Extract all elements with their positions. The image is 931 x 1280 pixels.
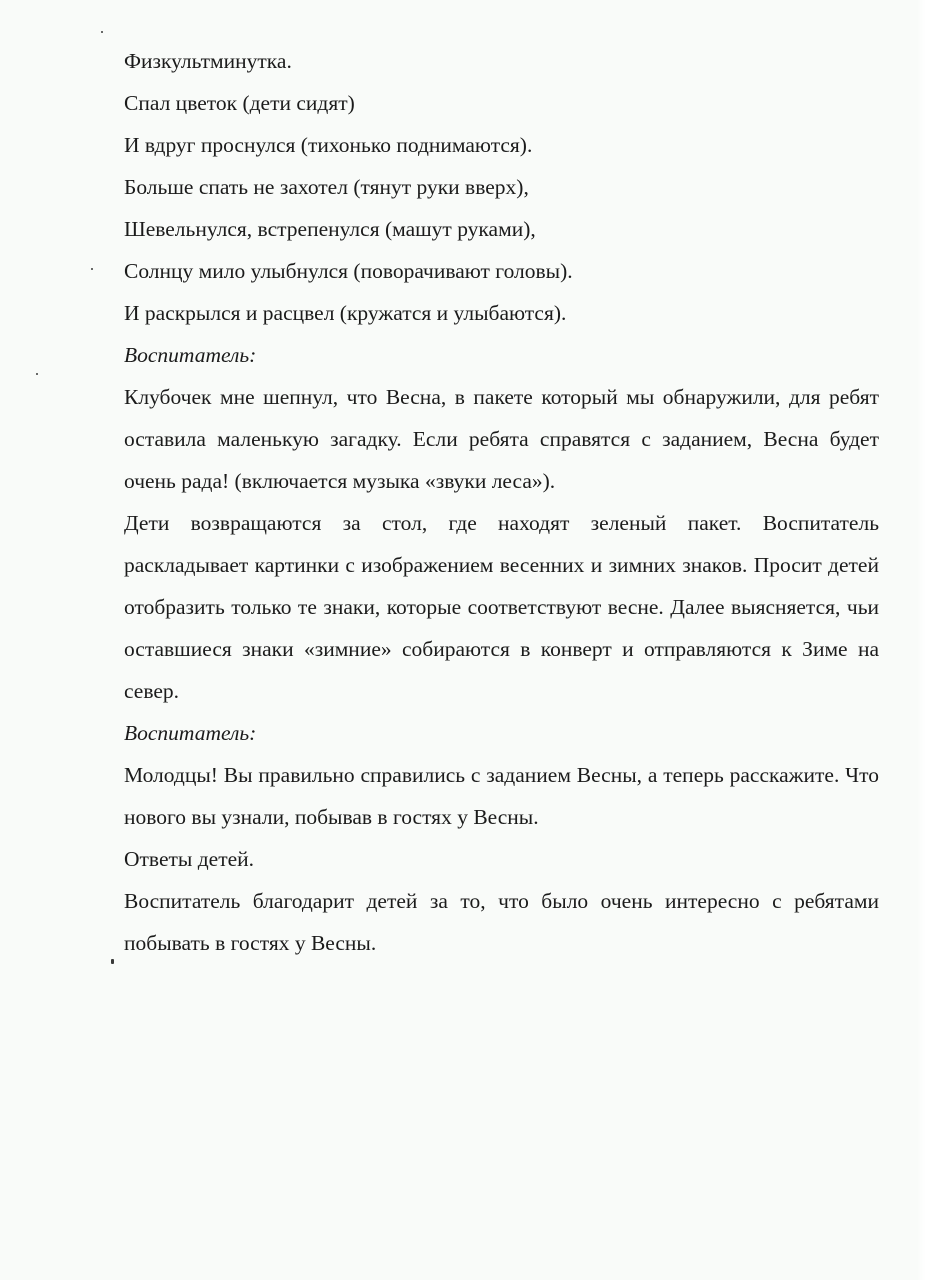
speaker-label: Воспитатель: (124, 721, 257, 745)
scan-edge (917, 0, 931, 1280)
speaker-label: Воспитатель: (124, 343, 257, 367)
poem-line: Солнцу мило улыбнулся (поворачивают головы). (124, 259, 573, 283)
poem-line: И вдруг проснулся (тихонько поднимаются). (124, 133, 533, 157)
scan-speck (101, 31, 103, 33)
poem-line: И раскрылся и расцвел (кружатся и улыбаются). (124, 301, 567, 325)
scan-speck (91, 268, 93, 270)
paragraph: Дети возвращаются за стол, где находят зеленый пакет. Воспитатель раскладывает картинки с изображением весенних и зимних знаков. Просит детей отобразить только те знаки, которые соответствуют весне. Далее выясняется, чьи оставшиеся знаки «зимние» собираются в конверт и отправляются к Зиме на север. (124, 511, 879, 703)
poem-line: Спал цветок (дети сидят) (124, 91, 355, 115)
paragraph: Молодцы! Вы правильно справились с заданием Весны, а теперь расскажите. Что нового вы узнали, побывав в гостях у Весны. (124, 763, 879, 829)
paragraph: Ответы детей. (124, 847, 255, 871)
paragraph: Воспитатель благодарит детей за то, что было очень интересно с ребятами побывать в гостях у Весны. (124, 889, 879, 955)
paragraph: Клубочек мне шепнул, что Весна, в пакете который мы обнаружили, для ребят оставила маленькую загадку. Если ребята справятся с заданием, Весна будет очень рада! (включается музыка «звуки леса»). (124, 385, 879, 493)
document-body (124, 40, 879, 964)
poem-line: Шевельнулся, встрепенулся (машут руками), (124, 217, 536, 241)
heading: Физкультминутка. (124, 49, 292, 73)
poem-line: Больше спать не захотел (тянут руки вверх), (124, 175, 529, 199)
scan-speck (36, 373, 38, 375)
scan-speck (111, 959, 114, 964)
